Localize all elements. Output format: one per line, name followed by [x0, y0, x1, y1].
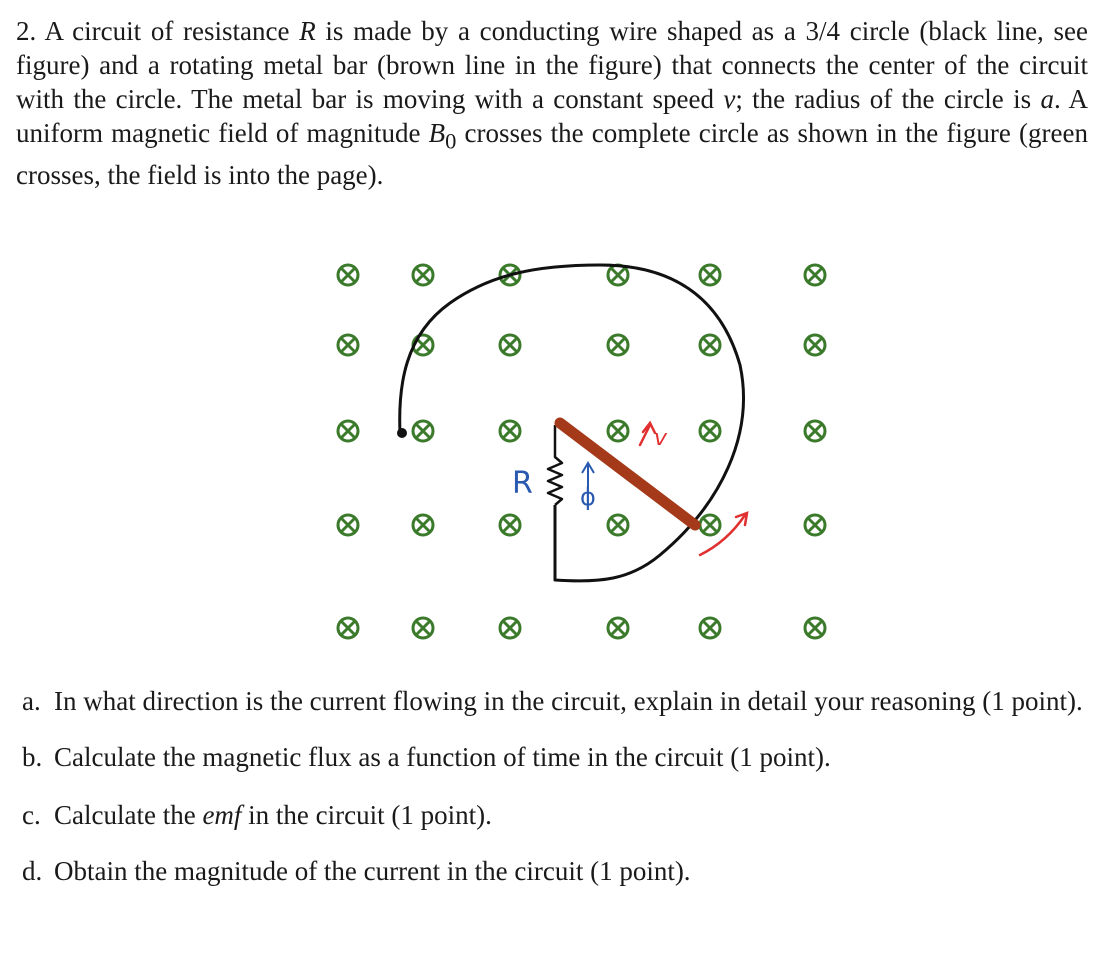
symbol-a: a: [1040, 84, 1054, 114]
field-cross-icon: [805, 421, 825, 441]
field-cross-icon: [338, 618, 358, 638]
field-cross-icon: [608, 618, 628, 638]
question-text: In what direction is the current flowing in the circuit, explain in detail your reasoning (1 point).: [54, 686, 1083, 716]
question-item: [22, 854, 1092, 888]
field-cross-icon: [500, 421, 520, 441]
field-cross-icon: [413, 335, 433, 355]
resistor: [548, 425, 562, 505]
field-cross-icon: [805, 335, 825, 355]
question-letter: d.: [22, 856, 43, 886]
problem-statement: [16, 14, 1088, 192]
resistor-label: R: [512, 466, 533, 501]
field-cross-icon: [500, 335, 520, 355]
symbol-R: R: [299, 16, 316, 46]
problem-text: A circuit of resistance: [44, 16, 300, 46]
problem-text: ; the radius of the circle is: [735, 84, 1041, 114]
problem-text: crosses the complete circle as shown in the figure (green crosses, the field is into the page).: [16, 118, 1088, 191]
symbol-B-subscript: 0: [445, 128, 457, 154]
field-cross-icon: [413, 618, 433, 638]
wire-end-dot: [397, 428, 407, 438]
field-cross-icon: [700, 515, 720, 535]
field-cross-icon: [608, 335, 628, 355]
problem-text: . A uniform magnetic field of magnitude: [16, 84, 1089, 148]
field-cross-icon: [500, 618, 520, 638]
field-cross-icon: [413, 515, 433, 535]
field-cross-icon: [805, 618, 825, 638]
circuit-figure: [300, 235, 860, 655]
problem-number: 2.: [16, 16, 37, 46]
question-text: Calculate the: [54, 800, 203, 830]
question-text: Calculate the magnetic flux as a function of time in the circuit (1 point).: [54, 742, 831, 772]
field-cross-icon: [413, 421, 433, 441]
emph-emf: emf: [202, 800, 242, 830]
field-cross-icon: [338, 515, 358, 535]
question-letter: a.: [22, 686, 41, 716]
field-cross-icon: [608, 265, 628, 285]
field-cross-icon: [413, 265, 433, 285]
question-text: Obtain the magnitude of the current in the circuit (1 point).: [54, 856, 691, 886]
symbol-B: B: [428, 118, 446, 148]
question-item: [22, 684, 1092, 718]
field-cross-icon: [608, 421, 628, 441]
field-cross-icon: [338, 335, 358, 355]
question-letter: b.: [22, 742, 43, 772]
field-cross-icon: [608, 515, 628, 535]
field-cross-icon: [700, 265, 720, 285]
field-cross-icon: [500, 515, 520, 535]
question-list: [22, 684, 1092, 888]
field-cross-icon: [700, 335, 720, 355]
field-cross-icon: [338, 421, 358, 441]
question-item: [22, 798, 1092, 832]
velocity-arrow-upper: [640, 423, 655, 445]
problem-text: is made by a conducting wire shaped as a 3/4 circle (black line, see figure) and a rotating metal bar (brown line in the figure) that connects the center of the circuit with the circle. The metal bar is moving with a constant speed: [16, 16, 1088, 114]
question-item: [22, 740, 1092, 774]
field-cross-icon: [338, 265, 358, 285]
question-text: in the circuit (1 point).: [241, 800, 492, 830]
field-cross-icon: [805, 515, 825, 535]
field-cross-icon: [805, 265, 825, 285]
field-cross-icon: [700, 421, 720, 441]
angle-label: ϕ: [580, 483, 596, 511]
field-cross-icon: [700, 618, 720, 638]
circular-wire: [400, 265, 744, 581]
question-letter: c.: [22, 800, 41, 830]
velocity-label: v: [654, 426, 668, 451]
symbol-v: v: [723, 84, 736, 114]
